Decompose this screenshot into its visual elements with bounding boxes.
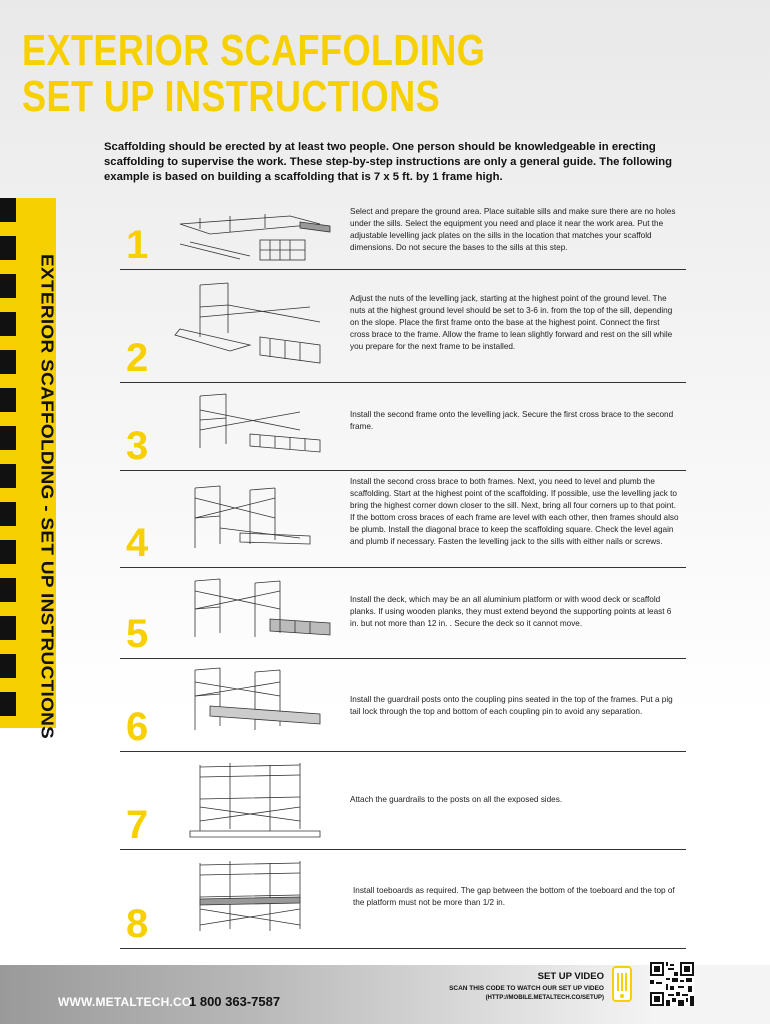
- step-text: Install the deck, which may be an all aluminium platform or with wood deck or scaffold planks. If using wooden planks, they must extend beyond the supporting points at least 6 in. but not more than 12 in. . Secure the deck so it cannot move.: [350, 595, 672, 628]
- step-number: 3: [126, 424, 149, 468]
- step-number: 4: [126, 521, 149, 565]
- video-subtitle: SCAN THIS CODE TO WATCH OUR SET UP VIDEO: [449, 985, 604, 992]
- step-illustration: [170, 857, 340, 941]
- page-title: [22, 28, 485, 120]
- step-text: Install the second cross brace to both frames. Next, you need to level and plumb the scaffolding. Start at the highest point of the scaffolding. If possible, use the levelling jack to bring the highest corner down closer to the sill. Next, bring all four corners up to that point. If the bottom cross braces of each frame are level with each other, then frames should also be plumb. Install the diagonal brace to keep the scaffolding square. Check the level again and plumb if necessary. Fasten the levelling jack to the sills with either nails or screws.: [350, 477, 679, 546]
- step-3: [120, 382, 686, 471]
- step-number: 5: [126, 612, 149, 656]
- step-number: 6: [126, 705, 149, 749]
- step-illustration: [170, 575, 340, 651]
- video-callout: [384, 971, 604, 1001]
- step-text: Attach the guardrails to the posts on all the exposed sides.: [350, 795, 563, 804]
- title-line-2: SET UP INSTRUCTIONS: [22, 72, 441, 121]
- step-1: [120, 196, 686, 270]
- step-illustration: [170, 204, 340, 264]
- step-number: 2: [126, 336, 149, 380]
- step-text: Install the second frame onto the levelling jack. Secure the first cross brace to the second frame.: [350, 410, 674, 431]
- step-text: Adjust the nuts of the levelling jack, starting at the highest point of the ground level. The nuts at the highest ground level should be set to 3-6 in. from the top of the sill, depending on the slope. Place the first frame onto the base at the highest point. Connect the first cross brace to the frame. Allow the frame to lean slightly forward and rest on the sill while you prepare for the next frame to be installed.: [350, 294, 673, 351]
- intro-paragraph: Scaffolding should be erected by at least two people. One person should be knowledgeable in erecting scaffolding to supervise the work. These step-by-step instructions are only a general guide. The following example is based on building a scaffolding that is 7 x 5 ft. by 1 frame high.: [104, 141, 673, 183]
- step-illustration: [170, 390, 340, 462]
- step-number: 7: [126, 803, 149, 847]
- side-title: EXTERIOR SCAFFOLDING - SET UP INSTRUCTIONS: [37, 254, 56, 740]
- title-line-1: EXTERIOR SCAFFOLDING: [22, 26, 486, 75]
- step-text: Install the guardrail posts onto the coupling pins seated in the top of the frames. Put a pig tail lock through the top and bottom of each coupling pin to avoid any separation.: [350, 695, 673, 716]
- step-text: Install toeboards as required. The gap between the bottom of the toeboard and the top of the platform must not be more than 1/2 in.: [353, 886, 675, 907]
- video-title: SET UP VIDEO: [537, 971, 604, 982]
- phone-number: 1 800 363-7587: [189, 994, 281, 1009]
- step-number: 8: [126, 902, 149, 946]
- step-illustration: [170, 666, 340, 744]
- video-url[interactable]: (HTTP://MOBILE.METALTECH.CO/SETUP): [485, 995, 604, 1001]
- step-8: [120, 849, 686, 949]
- hazard-stripes: [0, 198, 16, 728]
- step-7: [120, 751, 686, 850]
- step-number: 1: [126, 223, 149, 267]
- step-4: [120, 470, 686, 568]
- step-text: Select and prepare the ground area. Place suitable sills and make sure there are no holes under the sills. Select the equipment you need and place it near the work area. Put the adjustable levelling jack plates on the sills in the location that matches your scaffold dimensions. Do not secure the bases to the sills at this step.: [350, 207, 676, 252]
- step-2: [120, 269, 686, 383]
- step-6: [120, 658, 686, 752]
- qr-code[interactable]: [650, 962, 694, 1006]
- smartphone-icon: [612, 966, 632, 1002]
- step-5: [120, 567, 686, 659]
- step-illustration: [170, 277, 340, 369]
- step-illustration: [170, 759, 340, 843]
- step-illustration: [170, 478, 340, 560]
- website-link[interactable]: WWW.METALTECH.CO: [58, 995, 192, 1009]
